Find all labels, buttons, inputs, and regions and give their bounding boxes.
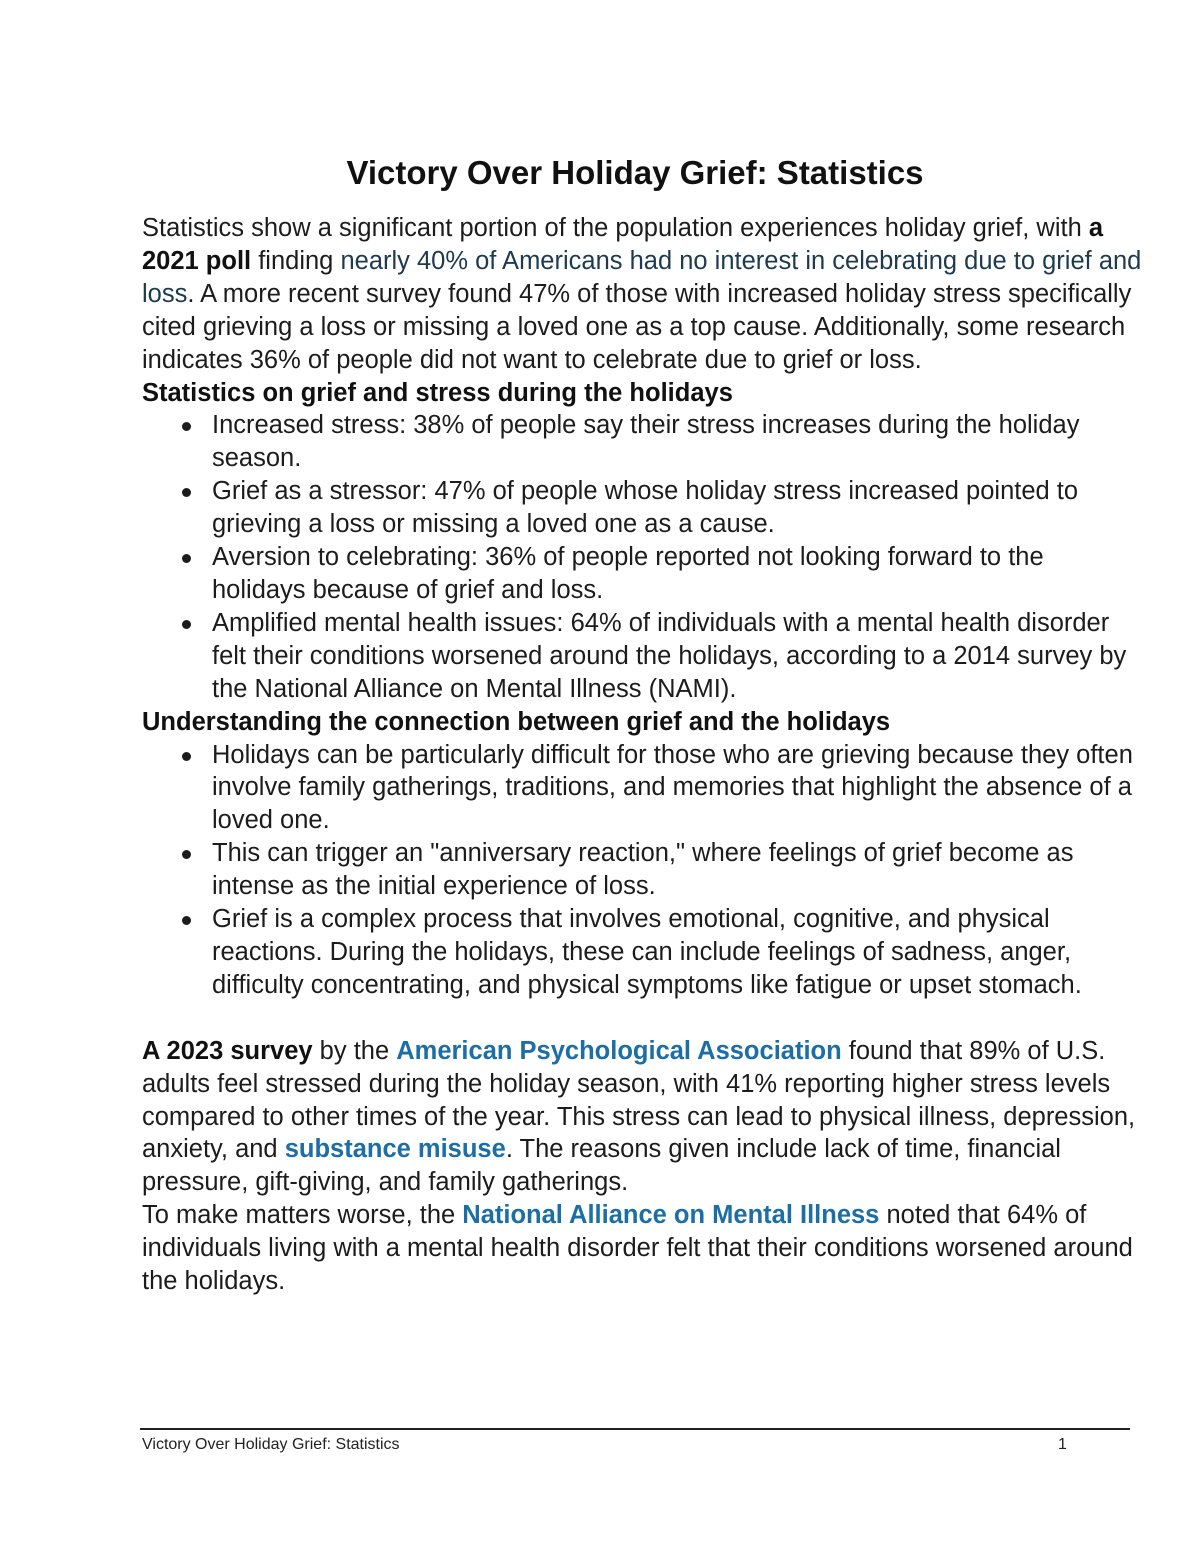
apa-text-2: found that 89% of U.S. adults feel stressed during the holiday season, with 41% reporting higher stress levels compared to other times of the year. This stress can lead to physical illness, depression, anxiety, and bbox=[142, 1036, 1136, 1164]
list-item: Holidays can be particularly difficult for those who are grieving because they often involve family gatherings, traditions, and memories that highlight the absence of a loved one. bbox=[212, 739, 1142, 838]
intro-highlight: nearly 40% of Americans had no interest in celebrating due to grief and loss bbox=[142, 246, 1142, 308]
document-body bbox=[142, 212, 1142, 1298]
nami-text-2: noted that 64% of individuals living with a mental health disorder felt that their conditions worsened around the holidays. bbox=[142, 1201, 1133, 1296]
footer-title: Victory Over Holiday Grief: Statistics bbox=[142, 1436, 400, 1453]
intro-paragraph bbox=[142, 212, 1142, 377]
intro-text-1: Statistics show a significant portion of the population experiences holiday grief, with bbox=[142, 214, 1089, 242]
intro-bold-poll: a 2021 poll bbox=[142, 214, 1104, 275]
list-item: Grief is a complex process that involves emotional, cognitive, and physical reactions. During the holidays, these can include feelings of sadness, anger, difficulty concentrating, and physical symptoms like fatigue or upset stomach. bbox=[212, 903, 1142, 1002]
apa-paragraph bbox=[142, 1035, 1142, 1200]
section-heading-connection: Understanding the connection between grief and the holidays bbox=[142, 707, 891, 736]
list-item: Increased stress: 38% of people say their stress increases during the holiday season. bbox=[212, 409, 1142, 475]
page-title: Victory Over Holiday Grief: Statistics bbox=[346, 154, 924, 192]
list-item: Amplified mental health issues: 64% of individuals with a mental health disorder felt their conditions worsened around the holidays, according to a 2014 survey by the National Alliance on Mental Illness (NAMI). bbox=[212, 607, 1142, 706]
intro-text-3: . A more recent survey found 47% of those with increased holiday stress specifically cited grieving a loss or missing a loved one as a top cause. Additionally, some research indicates 36% of people did not want to celebrate due to grief or loss. bbox=[142, 279, 1132, 374]
nami-paragraph bbox=[142, 1199, 1142, 1298]
footer-divider bbox=[140, 1428, 1130, 1430]
section-heading-statistics: Statistics on grief and stress during the holidays bbox=[142, 378, 733, 407]
substance-misuse-link[interactable]: substance misuse bbox=[284, 1135, 506, 1164]
apa-bold-survey: A 2023 survey bbox=[142, 1036, 313, 1065]
list-item: This can trigger an "anniversary reaction," where feelings of grief become as intense as the initial experience of loss. bbox=[212, 837, 1142, 903]
intro-text-2: finding bbox=[251, 246, 341, 275]
apa-text-1: by the bbox=[312, 1036, 397, 1065]
apa-link[interactable]: American Psychological Association bbox=[396, 1036, 842, 1065]
list-item: Grief as a stressor: 47% of people whose holiday stress increased pointed to grieving a loss or missing a loved one as a cause. bbox=[212, 475, 1142, 541]
list-item: Aversion to celebrating: 36% of people reported not looking forward to the holidays because of grief and loss. bbox=[212, 541, 1142, 607]
apa-text-3: . The reasons given include lack of time, financial pressure, gift-giving, and family gatherings. bbox=[142, 1135, 1061, 1197]
statistics-list bbox=[142, 409, 1142, 705]
nami-text-1: To make matters worse, the bbox=[142, 1201, 463, 1230]
nami-link[interactable]: National Alliance on Mental Illness bbox=[462, 1201, 880, 1230]
page-number: 1 bbox=[1058, 1436, 1067, 1453]
paragraph-spacer bbox=[142, 1002, 1142, 1035]
connection-list bbox=[142, 739, 1142, 1002]
